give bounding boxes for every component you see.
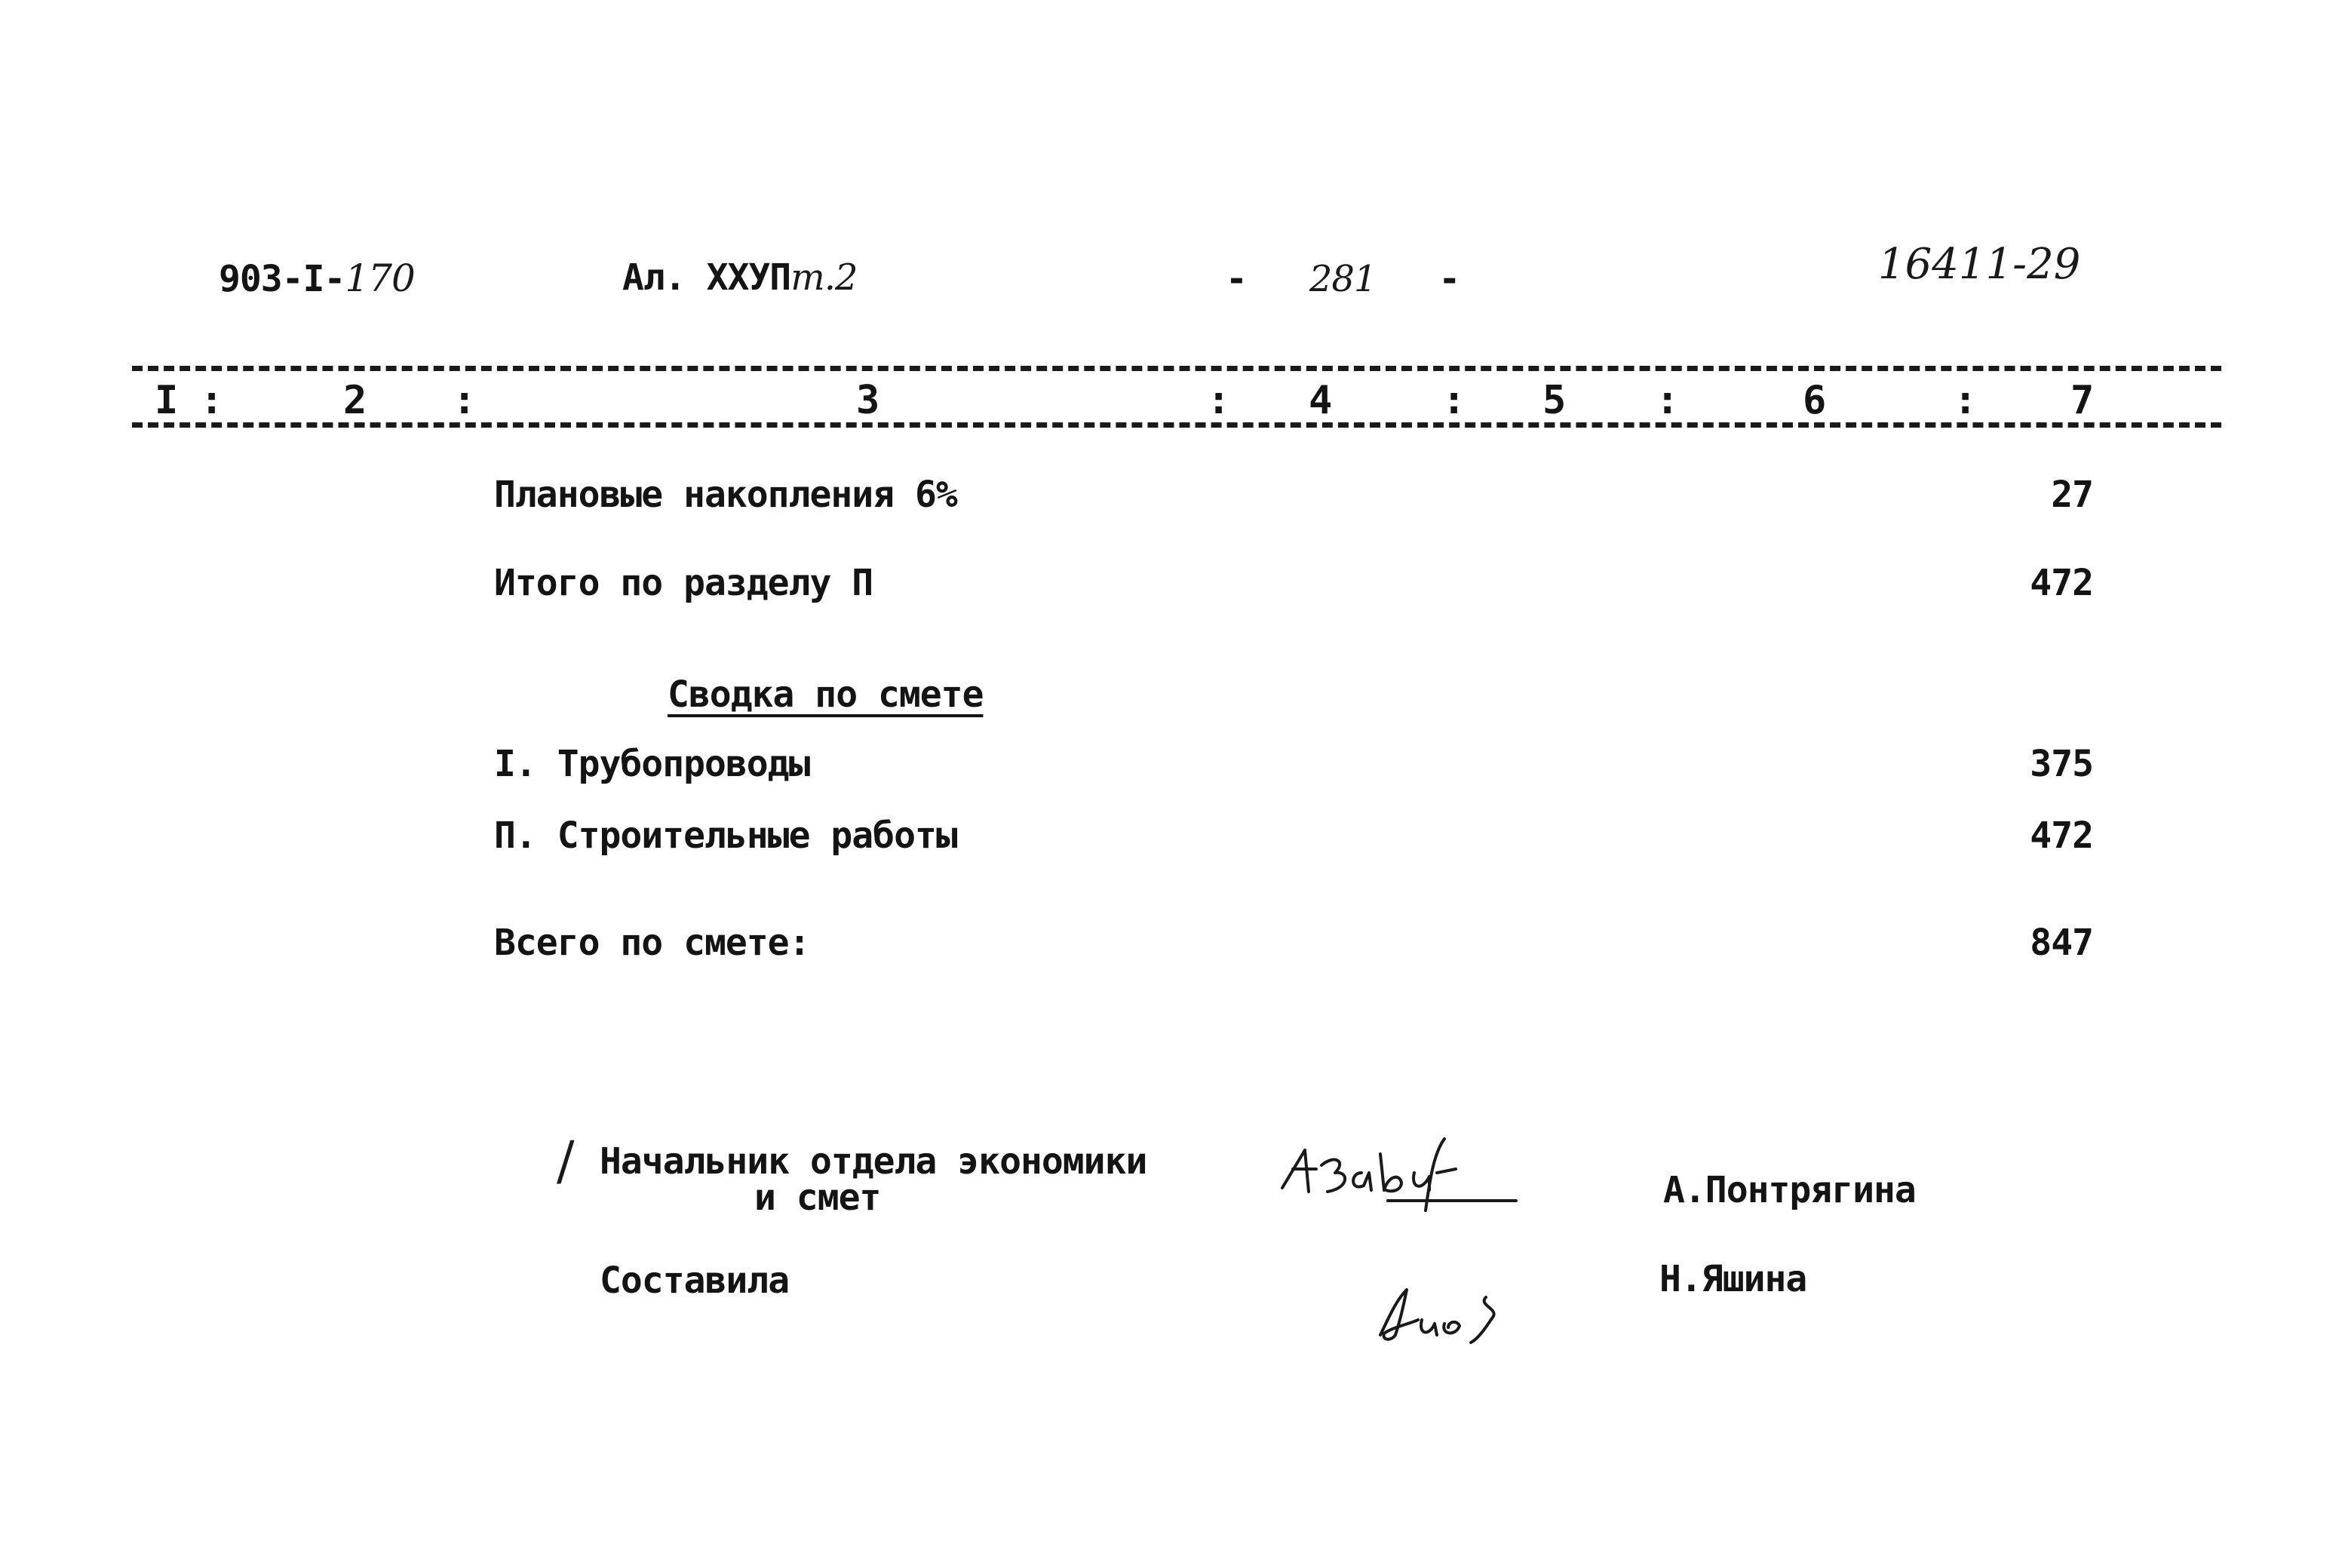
album-prefix: Ал. ХХУП bbox=[622, 256, 791, 299]
row-label-section-total: Итого по разделу П bbox=[494, 562, 873, 604]
page-number: 281 bbox=[1309, 258, 1377, 300]
table-header-top-rule bbox=[132, 366, 2221, 371]
row-value-planned-savings: 27 bbox=[2051, 474, 2093, 516]
page-number-left-dash: - bbox=[1226, 258, 1247, 300]
column-separator: : bbox=[1207, 378, 1231, 423]
project-code-handwritten: 170 bbox=[345, 256, 415, 300]
head-name: А.Понтрягина bbox=[1663, 1169, 1916, 1211]
album-reference bbox=[622, 256, 858, 299]
summary-title: Сводка по смете bbox=[668, 674, 984, 716]
approval-slash-mark: / bbox=[557, 1130, 575, 1192]
column-number-3: 3 bbox=[856, 378, 880, 423]
summary-value-construction: 472 bbox=[2030, 815, 2093, 857]
column-separator: : bbox=[1954, 378, 1978, 423]
summary-value-pipelines: 375 bbox=[2030, 743, 2093, 785]
project-code-typed: 903-I- bbox=[219, 258, 345, 300]
summary-item-pipelines: I. Трубопроводы bbox=[494, 743, 810, 785]
row-label-planned-savings: Плановые накопления 6% bbox=[494, 474, 957, 516]
column-number-2: 2 bbox=[343, 378, 367, 423]
column-number-7: 7 bbox=[2070, 378, 2095, 423]
document-number: 16411-29 bbox=[1878, 240, 2081, 289]
project-code bbox=[219, 256, 415, 300]
column-number-4: 4 bbox=[1309, 378, 1333, 423]
page-number-group bbox=[1226, 258, 1460, 300]
column-number-5: 5 bbox=[1542, 378, 1567, 423]
column-separator: : bbox=[453, 378, 477, 423]
summary-total-label: Всего по смете: bbox=[494, 922, 810, 964]
head-title-line2: и смет bbox=[754, 1177, 881, 1219]
album-handwritten: т.2 bbox=[790, 256, 858, 299]
column-separator: : bbox=[200, 378, 224, 423]
summary-total-value: 847 bbox=[2030, 922, 2093, 964]
column-separator: : bbox=[1442, 378, 1466, 423]
column-number-1: I bbox=[155, 378, 179, 423]
head-title-line1: Начальник отдела экономики bbox=[600, 1140, 1147, 1183]
summary-item-construction: П. Строительные работы bbox=[494, 815, 957, 857]
column-separator: : bbox=[1656, 378, 1680, 423]
page-number-right-dash: - bbox=[1438, 258, 1460, 300]
compiler-name: Н.Яшина bbox=[1659, 1258, 1807, 1300]
row-value-section-total: 472 bbox=[2030, 562, 2093, 604]
table-header-bottom-rule bbox=[132, 422, 2221, 428]
head-signature bbox=[1275, 1131, 1524, 1214]
column-number-6: 6 bbox=[1803, 378, 1827, 423]
compiler-title: Составила bbox=[600, 1260, 790, 1302]
compiler-signature bbox=[1373, 1275, 1524, 1350]
